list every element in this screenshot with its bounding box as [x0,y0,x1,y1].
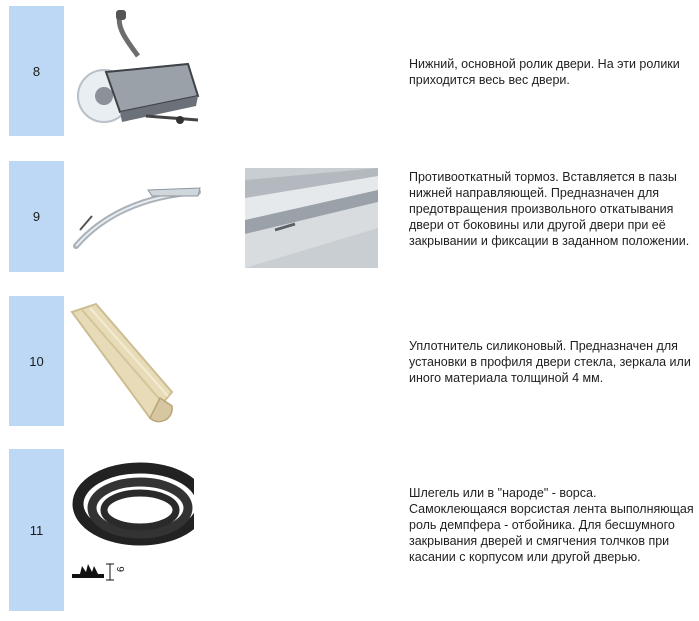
guide-rail-icon [245,168,378,268]
item-description-11: Шлегель или в "народе" - ворса. Самоклеющаяся ворсистая лента выполняющая роль демпфера - отбойника. Для бесшумного закрывания дверей и смягчения толчков при касании с корпусом или другой дверью. [409,486,694,564]
item-description-8: Нижний, основной ролик двери. На эти ролики приходится весь вес двери. [409,57,680,87]
item-number-8 [9,6,64,136]
door-roller-icon [76,8,204,132]
item-number-label: 8 [32,63,41,79]
silicone-seal-icon [68,302,180,426]
item-description-10: Уплотнитель силиконовый. Предназначен для установки в профиля двери стекла, зеркала или иного материала толщиной 4 мм. [409,339,691,385]
item-number-10 [9,296,64,426]
pile-weatherstrip-icon [68,452,194,610]
item-number-9 [9,161,64,272]
item-number-label: 10 [29,353,44,369]
item-number-label: 11 [29,522,44,538]
dimension-label: 6 [116,566,127,572]
item-number-11 [9,449,64,611]
item-description-9: Противооткатный тормоз. Вставляется в пазы нижней направляющей. Предназначен для предотвращения произвольного откатывания двери от боковины или другой двери при её закрывании и фиксации в заданном положении. [409,170,690,248]
item-number-label: 9 [32,209,41,224]
anti-roll-brake-icon [72,186,202,250]
